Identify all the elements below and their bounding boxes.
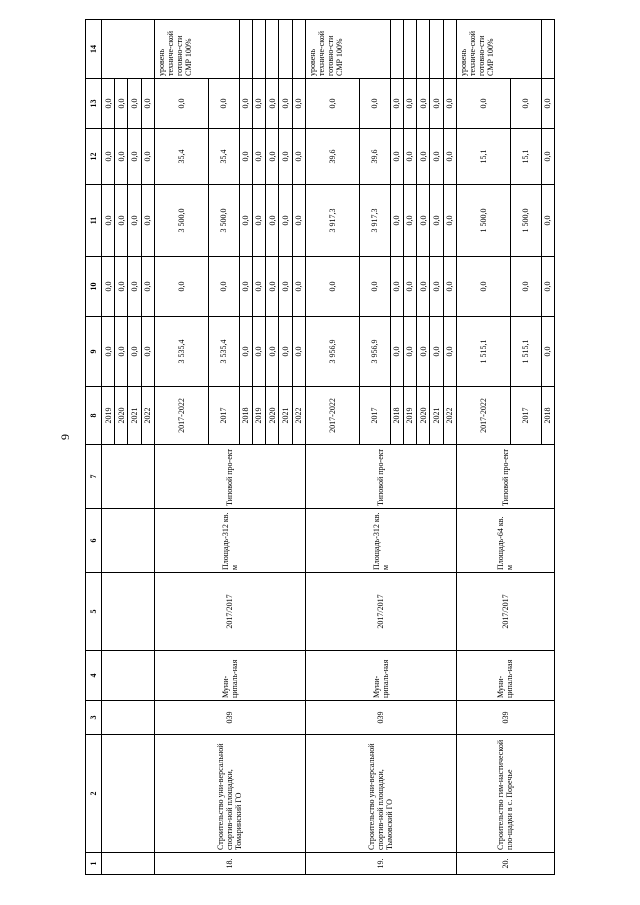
value-cell-10: 0,0 [541, 257, 554, 317]
value-cell-11: 1 500,0 [456, 185, 510, 257]
value-cell-8: 2021 [279, 387, 292, 445]
capacity-cell: Площадь-64 кв. м [456, 509, 554, 573]
note-cell-empty [417, 20, 430, 79]
value-cell-13: 0,0 [101, 79, 114, 129]
value-cell-8: 2017-2022 [305, 387, 359, 445]
value-cell-10: 0,0 [154, 257, 208, 317]
object-name: Строительство уни-версальной спортив-ной площадки, Тымовский ГО [305, 735, 456, 853]
value-cell-13: 0,0 [292, 79, 305, 129]
value-cell-9: 0,0 [417, 317, 430, 387]
value-cell-9: 0,0 [390, 317, 403, 387]
value-cell-11: 0,0 [141, 185, 154, 257]
continuation-cell [101, 853, 154, 875]
value-cell-13: 0,0 [305, 79, 359, 129]
investment-table [85, 19, 555, 875]
header-cell-7: 7 [86, 445, 102, 509]
value-cell-9: 0,0 [115, 317, 128, 387]
value-cell-10: 0,0 [511, 257, 541, 317]
value-cell-10: 0,0 [128, 257, 141, 317]
header-cell-14: 14 [86, 20, 102, 79]
value-cell-12: 0,0 [292, 129, 305, 185]
note-cell-empty [292, 20, 305, 79]
value-cell-10: 0,0 [430, 257, 443, 317]
value-cell-9: 3 956,9 [305, 317, 359, 387]
ownership-cell: Муни-ципаль-ная [154, 651, 305, 701]
value-cell-13: 0,0 [141, 79, 154, 129]
header-cell-1: 1 [86, 853, 102, 875]
value-cell-9: 3 956,9 [360, 317, 390, 387]
table-row [154, 20, 208, 875]
value-cell-13: 0,0 [511, 79, 541, 129]
note-cell-empty [266, 20, 279, 79]
value-cell-12: 0,0 [266, 129, 279, 185]
value-cell-12: 0,0 [541, 129, 554, 185]
value-cell-10: 0,0 [209, 257, 239, 317]
value-cell-12: 0,0 [101, 129, 114, 185]
value-cell-12: 0,0 [417, 129, 430, 185]
value-cell-8: 2018 [541, 387, 554, 445]
code-cell: 039 [154, 701, 305, 735]
note-cell-empty [279, 20, 292, 79]
note-cell: уровень техниче-ской готовно-сти СМР 100% [154, 20, 239, 79]
value-cell-12: 0,0 [239, 129, 252, 185]
value-cell-8: 2021 [128, 387, 141, 445]
value-cell-10: 0,0 [252, 257, 265, 317]
value-cell-8: 2022 [141, 387, 154, 445]
value-cell-11: 1 500,0 [511, 185, 541, 257]
value-cell-8: 2019 [101, 387, 114, 445]
value-cell-10: 0,0 [279, 257, 292, 317]
value-cell-12: 0,0 [252, 129, 265, 185]
page-number: 9 [58, 434, 72, 440]
value-cell-8: 2018 [239, 387, 252, 445]
value-cell-8: 2017 [511, 387, 541, 445]
value-cell-13: 0,0 [417, 79, 430, 129]
value-cell-12: 35,4 [154, 129, 208, 185]
continuation-cell [101, 701, 154, 735]
note-cell-empty [252, 20, 265, 79]
value-cell-13: 0,0 [128, 79, 141, 129]
value-cell-12: 35,4 [209, 129, 239, 185]
value-cell-12: 0,0 [443, 129, 456, 185]
value-cell-11: 0,0 [430, 185, 443, 257]
header-cell-4: 4 [86, 651, 102, 701]
value-cell-13: 0,0 [239, 79, 252, 129]
value-cell-9: 0,0 [430, 317, 443, 387]
value-cell-11: 3 500,0 [209, 185, 239, 257]
value-cell-10: 0,0 [443, 257, 456, 317]
value-cell-8: 2017 [360, 387, 390, 445]
continuation-note [101, 20, 154, 79]
value-cell-9: 0,0 [541, 317, 554, 387]
value-cell-8: 2021 [430, 387, 443, 445]
note-cell: уровень техниче-ской готовно-сти СМР 100% [305, 20, 390, 79]
rotated-table-wrapper [85, 20, 555, 875]
value-cell-11: 3 917,3 [305, 185, 359, 257]
note-cell-empty [430, 20, 443, 79]
value-cell-10: 0,0 [403, 257, 416, 317]
value-cell-12: 0,0 [128, 129, 141, 185]
project-cell: Типовой про-ект [154, 445, 305, 509]
value-cell-11: 0,0 [292, 185, 305, 257]
header-cell-9: 9 [86, 317, 102, 387]
value-cell-12: 0,0 [430, 129, 443, 185]
value-cell-13: 0,0 [541, 79, 554, 129]
value-cell-8: 2017-2022 [456, 387, 510, 445]
header-cell-5: 5 [86, 573, 102, 651]
years-cell: 2017/2017 [456, 573, 554, 651]
value-cell-11: 3 500,0 [154, 185, 208, 257]
value-cell-8: 2020 [417, 387, 430, 445]
value-cell-9: 0,0 [141, 317, 154, 387]
value-cell-11: 0,0 [266, 185, 279, 257]
value-cell-8: 2019 [252, 387, 265, 445]
value-cell-13: 0,0 [360, 79, 390, 129]
value-cell-12: 0,0 [115, 129, 128, 185]
code-cell: 039 [305, 701, 456, 735]
note-cell: уровень техниче-ской готовно-сти СМР 100% [456, 20, 541, 79]
value-cell-13: 0,0 [279, 79, 292, 129]
header-row [86, 20, 102, 875]
note-cell-empty [541, 20, 554, 79]
continuation-cell [101, 445, 154, 509]
continuation-cell [101, 735, 154, 853]
object-name: Строительство гим-настической пло-щадки в с. Поречье [456, 735, 554, 853]
value-cell-13: 0,0 [115, 79, 128, 129]
value-cell-11: 0,0 [390, 185, 403, 257]
value-cell-11: 0,0 [443, 185, 456, 257]
value-cell-11: 0,0 [101, 185, 114, 257]
row-number: 19. [305, 853, 456, 875]
continuation-cell [101, 509, 154, 573]
ownership-cell: Муни-ципаль-ная [456, 651, 554, 701]
value-cell-12: 0,0 [141, 129, 154, 185]
value-cell-13: 0,0 [456, 79, 510, 129]
value-cell-9: 0,0 [252, 317, 265, 387]
note-cell-empty [403, 20, 416, 79]
value-cell-10: 0,0 [115, 257, 128, 317]
value-cell-9: 3 535,4 [154, 317, 208, 387]
row-number: 18. [154, 853, 305, 875]
note-cell-empty [390, 20, 403, 79]
value-cell-9: 0,0 [279, 317, 292, 387]
value-cell-8: 2022 [292, 387, 305, 445]
value-cell-8: 2017-2022 [154, 387, 208, 445]
value-cell-11: 0,0 [115, 185, 128, 257]
project-cell: Типовой про-ект [305, 445, 456, 509]
value-cell-11: 0,0 [403, 185, 416, 257]
value-cell-9: 0,0 [292, 317, 305, 387]
years-cell: 2017/2017 [154, 573, 305, 651]
value-cell-10: 0,0 [305, 257, 359, 317]
ownership-cell: Муни-ципаль-ная [305, 651, 456, 701]
value-cell-11: 0,0 [128, 185, 141, 257]
note-cell-empty [239, 20, 252, 79]
header-cell-10: 10 [86, 257, 102, 317]
project-cell: Типовой про-ект [456, 445, 554, 509]
value-cell-8: 2022 [443, 387, 456, 445]
value-cell-13: 0,0 [443, 79, 456, 129]
years-cell: 2017/2017 [305, 573, 456, 651]
value-cell-9: 0,0 [128, 317, 141, 387]
value-cell-13: 0,0 [252, 79, 265, 129]
header-cell-12: 12 [86, 129, 102, 185]
continuation-cell [101, 651, 154, 701]
value-cell-12: 39,6 [360, 129, 390, 185]
value-cell-9: 0,0 [239, 317, 252, 387]
table-row [305, 20, 359, 875]
value-cell-13: 0,0 [403, 79, 416, 129]
value-cell-13: 0,0 [266, 79, 279, 129]
continuation-cell [101, 573, 154, 651]
value-cell-13: 0,0 [154, 79, 208, 129]
value-cell-8: 2017 [209, 387, 239, 445]
value-cell-10: 0,0 [360, 257, 390, 317]
value-cell-12: 0,0 [279, 129, 292, 185]
value-cell-10: 0,0 [239, 257, 252, 317]
value-cell-11: 0,0 [239, 185, 252, 257]
value-cell-13: 0,0 [430, 79, 443, 129]
value-cell-10: 0,0 [456, 257, 510, 317]
value-cell-11: 0,0 [541, 185, 554, 257]
value-cell-10: 0,0 [266, 257, 279, 317]
value-cell-13: 0,0 [209, 79, 239, 129]
value-cell-8: 2020 [115, 387, 128, 445]
value-cell-11: 0,0 [279, 185, 292, 257]
value-cell-12: 0,0 [390, 129, 403, 185]
value-cell-12: 0,0 [403, 129, 416, 185]
value-cell-10: 0,0 [390, 257, 403, 317]
table-row [101, 20, 114, 875]
value-cell-9: 0,0 [403, 317, 416, 387]
header-cell-8: 8 [86, 387, 102, 445]
value-cell-12: 15,1 [456, 129, 510, 185]
value-cell-8: 2020 [266, 387, 279, 445]
header-cell-11: 11 [86, 185, 102, 257]
value-cell-10: 0,0 [141, 257, 154, 317]
value-cell-10: 0,0 [101, 257, 114, 317]
note-cell-empty [443, 20, 456, 79]
value-cell-12: 39,6 [305, 129, 359, 185]
value-cell-8: 2019 [403, 387, 416, 445]
value-cell-9: 0,0 [101, 317, 114, 387]
value-cell-8: 2018 [390, 387, 403, 445]
table-row [456, 20, 510, 875]
value-cell-13: 0,0 [390, 79, 403, 129]
code-cell: 039 [456, 701, 554, 735]
value-cell-10: 0,0 [417, 257, 430, 317]
value-cell-11: 3 917,3 [360, 185, 390, 257]
header-cell-2: 2 [86, 735, 102, 853]
value-cell-12: 15,1 [511, 129, 541, 185]
value-cell-9: 3 535,4 [209, 317, 239, 387]
value-cell-9: 0,0 [266, 317, 279, 387]
header-cell-3: 3 [86, 701, 102, 735]
value-cell-9: 1 515,1 [511, 317, 541, 387]
value-cell-10: 0,0 [292, 257, 305, 317]
row-number: 20. [456, 853, 554, 875]
value-cell-11: 0,0 [417, 185, 430, 257]
header-cell-13: 13 [86, 79, 102, 129]
object-name: Строительство уни-версальной спортив-ной площадки, Томаринский ГО [154, 735, 305, 853]
value-cell-11: 0,0 [252, 185, 265, 257]
header-cell-6: 6 [86, 509, 102, 573]
capacity-cell: Площадь-312 кв. м [154, 509, 305, 573]
value-cell-9: 1 515,1 [456, 317, 510, 387]
capacity-cell: Площадь-312 кв. м [305, 509, 456, 573]
value-cell-9: 0,0 [443, 317, 456, 387]
